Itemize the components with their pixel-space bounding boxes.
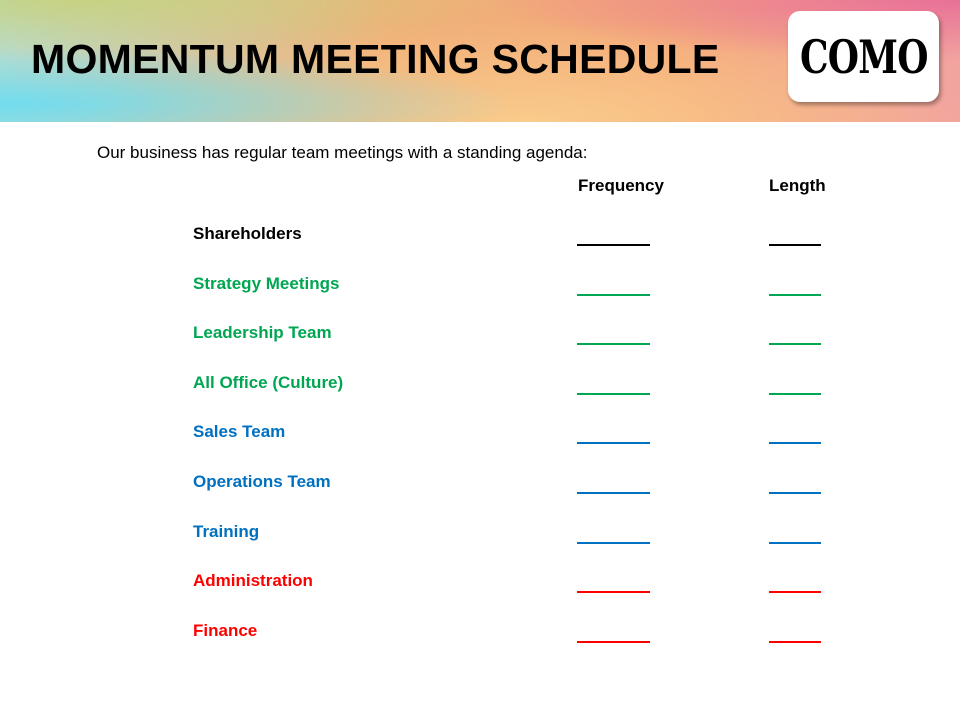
length-blank-line[interactable] (769, 542, 821, 544)
frequency-blank-line[interactable] (577, 641, 650, 643)
length-blank-line[interactable] (769, 393, 821, 395)
meeting-label: Leadership Team (193, 323, 332, 343)
meeting-label: Sales Team (193, 422, 286, 442)
length-blank-line[interactable] (769, 343, 821, 345)
page-title: MOMENTUM MEETING SCHEDULE (31, 36, 720, 82)
meeting-row (0, 470, 960, 520)
logo-text: COMO (799, 29, 928, 84)
meeting-row (0, 222, 960, 272)
frequency-blank-line[interactable] (577, 442, 650, 444)
length-blank-line[interactable] (769, 244, 821, 246)
meeting-row (0, 420, 960, 470)
frequency-blank-line[interactable] (577, 393, 650, 395)
meeting-label: Strategy Meetings (193, 273, 340, 293)
logo (788, 11, 939, 102)
frequency-blank-line[interactable] (577, 492, 650, 494)
meeting-label: Operations Team (193, 471, 331, 491)
meeting-row (0, 321, 960, 371)
intro-text: Our business has regular team meetings with a standing agenda: (97, 143, 588, 162)
meeting-list (0, 222, 960, 668)
header-banner (0, 0, 960, 122)
frequency-blank-line[interactable] (577, 294, 650, 296)
length-blank-line[interactable] (769, 294, 821, 296)
length-blank-line[interactable] (769, 641, 821, 643)
meeting-label: Training (193, 521, 260, 541)
frequency-column-header: Frequency (578, 176, 664, 195)
meeting-label: All Office (Culture) (193, 372, 344, 392)
frequency-blank-line[interactable] (577, 343, 650, 345)
length-column-header: Length (769, 176, 826, 195)
meeting-row (0, 520, 960, 570)
length-blank-line[interactable] (769, 442, 821, 444)
meeting-row (0, 619, 960, 669)
meeting-row (0, 371, 960, 421)
meeting-label: Shareholders (193, 224, 302, 243)
meeting-label: Finance (193, 620, 258, 640)
length-blank-line[interactable] (769, 492, 821, 494)
frequency-blank-line[interactable] (577, 591, 650, 593)
frequency-blank-line[interactable] (577, 244, 650, 246)
meeting-label: Administration (193, 571, 313, 591)
length-blank-line[interactable] (769, 591, 821, 593)
meeting-row (0, 272, 960, 322)
meeting-row (0, 569, 960, 619)
frequency-blank-line[interactable] (577, 542, 650, 544)
